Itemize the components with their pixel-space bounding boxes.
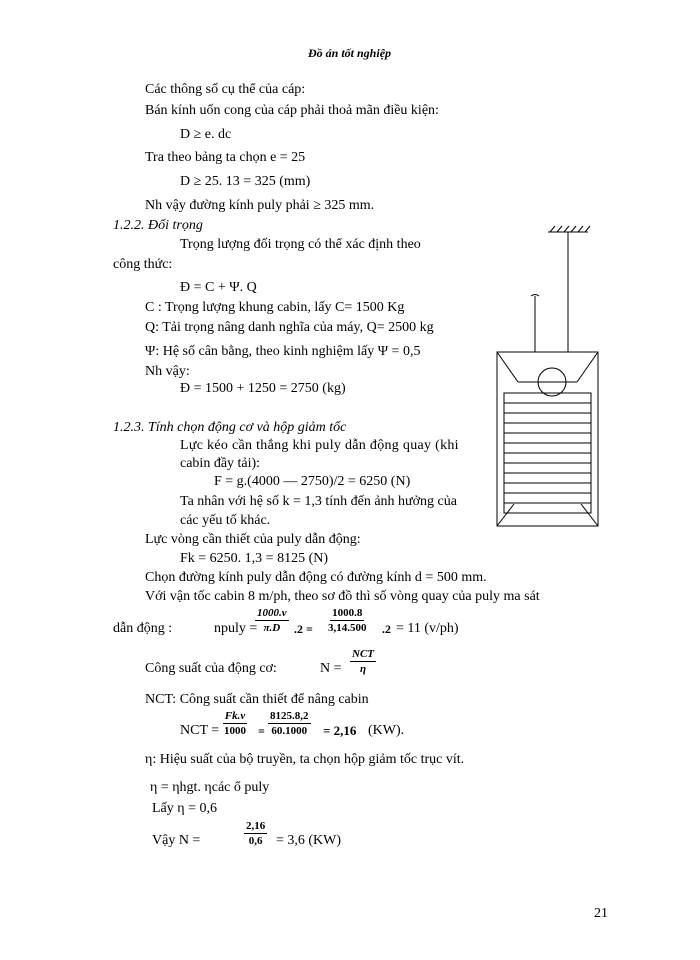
- page-number: 21: [594, 906, 608, 921]
- text-line: NCT: Công suất cần thiết để nâng cabin: [145, 692, 369, 707]
- section-heading: 1.2.3. Tính chọn động cơ và hộp giảm tốc: [113, 420, 347, 435]
- text-line: Lực kéo cần thắng khi puly dẫn động quay (khi: [180, 438, 459, 453]
- text-line: Nh vậy đường kính puly phải ≥ 325 mm.: [145, 198, 375, 213]
- fraction-numerator: NCT: [352, 648, 374, 660]
- formula-label: NCT =: [180, 723, 220, 738]
- text-line: Với vận tốc cabin 8 m/ph, theo sơ đồ thì số vòng quay của puly ma sát: [145, 589, 540, 604]
- text-line: D ≥ 25. 13 = 325 (mm): [180, 174, 311, 189]
- text-line: cabin đầy tải):: [180, 456, 261, 471]
- text-line: Nh vậy:: [145, 364, 190, 379]
- section-heading: 1.2.2. Đối trọng: [113, 218, 203, 233]
- text-line: η = ηhgt. ηcác ổ puly: [150, 780, 270, 795]
- formula-operator: =: [258, 724, 265, 738]
- text-line: D ≥ e. dc: [180, 127, 232, 142]
- ceiling-hatch: [550, 226, 590, 232]
- text-line: η: Hiệu suất của bộ truyền, ta chọn hộp giảm tốc trục vít.: [145, 752, 465, 767]
- text-line: Lực vòng cần thiết của puly dẫn động:: [145, 532, 361, 547]
- fraction-numerator: Fk.v: [224, 710, 246, 722]
- text-line: Đ = C + Ψ. Q: [180, 280, 257, 295]
- text-line: Ψ: Hệ số cân bằng, theo kinh nghiệm lấy Ψ = 0,5: [145, 344, 421, 359]
- page-header: Đồ án tốt nghiệp: [308, 46, 392, 60]
- fraction-denominator: η: [359, 663, 367, 675]
- text-line: Q: Tải trọng nâng danh nghĩa của máy, Q= 2500 kg: [145, 320, 434, 335]
- cabin-outer: [497, 352, 598, 526]
- text-line: Các thông số cụ thể của cáp:: [145, 82, 306, 97]
- fraction-numerator: 8125.8,2: [270, 710, 309, 722]
- formula-result: = 11 (v/ph): [396, 621, 459, 636]
- text-line: Bán kính uốn cong của cáp phải thoả mãn điều kiện:: [145, 103, 439, 118]
- formula-operator: .2 =: [294, 622, 313, 636]
- fraction-numerator: 2,16: [246, 820, 266, 832]
- fraction-denominator: 1000: [224, 725, 246, 737]
- text-line: công thức:: [113, 257, 173, 272]
- text-line: Fk = 6250. 1,3 = 8125 (N): [180, 551, 329, 566]
- formula-result: = 3,6 (KW): [276, 833, 342, 848]
- text-line: Tra theo bảng ta chọn e = 25: [145, 150, 306, 165]
- fraction-numerator: 1000.8: [332, 607, 363, 619]
- formula-label: N =: [320, 661, 342, 676]
- text-line: C : Trọng lượng khung cabin, lấy C= 1500 Kg: [145, 300, 405, 315]
- text-line: F = g.(4000 — 2750)/2 = 6250 (N): [214, 474, 411, 489]
- fraction-numerator: 1000.v: [257, 607, 287, 619]
- formula-label: npuly =: [214, 621, 258, 636]
- fraction-denominator: 0,6: [248, 835, 263, 847]
- hook: [531, 295, 539, 301]
- fraction-denominator: π.D: [263, 622, 281, 634]
- fraction-denominator: 3,14.500: [328, 622, 367, 634]
- formula-unit: (KW).: [368, 723, 405, 738]
- formula-label: Vậy N =: [152, 833, 201, 848]
- cabin-stripes: [504, 403, 591, 503]
- fraction-denominator: 60.1000: [271, 725, 308, 737]
- text-line: Lấy η = 0,6: [152, 801, 217, 816]
- formula-operator: .2: [382, 622, 391, 636]
- text-line: Trọng lượng đối trọng có thể xác định theo: [180, 237, 421, 252]
- text-line: Ta nhân với hệ số k = 1,3 tính đến ảnh hưởng của: [180, 494, 457, 509]
- formula-result: = 2,16: [323, 723, 357, 738]
- text-line: dẫn động :: [113, 621, 173, 636]
- text-line: Công suất của động cơ:: [145, 661, 277, 676]
- text-line: Chọn đường kính puly dẫn động có đường kính d = 500 mm.: [145, 570, 487, 585]
- text-line: các yếu tố khác.: [180, 513, 271, 528]
- text-line: Đ = 1500 + 1250 = 2750 (kg): [180, 381, 346, 396]
